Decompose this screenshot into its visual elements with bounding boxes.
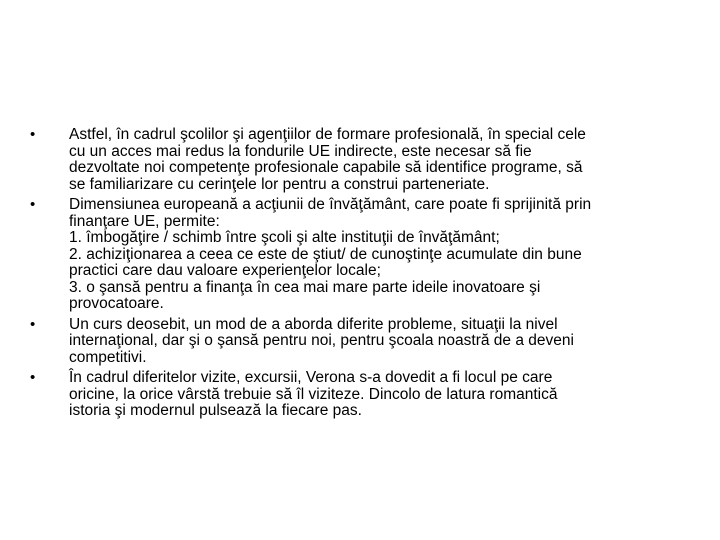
- bullet-text-3: [69, 317, 678, 367]
- bullet-2-line-4: 2. achiziţionarea a ceea ce este de ştiut/ de cunoştinţe acumulate din bune: [69, 245, 582, 263]
- bullet-2-line-1: Dimensiunea europeană a acţiunii de învăţământ, care poate fi sprijinită prin: [69, 196, 592, 213]
- bullet-2-line-2: finanţare UE, permite:: [69, 212, 220, 230]
- bullet-3-line-3: competitivi.: [69, 348, 147, 366]
- bullet-1-line-1: Astfel, în cadrul şcolilor şi agenţiilor de formare profesională, în special cele: [69, 126, 586, 143]
- bullet-item-4: [30, 370, 678, 420]
- bullet-2-line-6: 3. o şansă pentru a finanţa în cea mai mare parte ideile inovatoare şi: [69, 278, 541, 296]
- bullet-1-line-3: dezvoltate noi competenţe profesionale capabile să identifice programe, să: [69, 159, 583, 176]
- bullet-item-1: [30, 127, 678, 193]
- bullet-2-line-3: 1. îmbogăţire / schimb între şcoli şi alte instituţii de învăţământ;: [69, 229, 500, 246]
- bullet-item-2: [30, 197, 678, 313]
- bullet-marker-3: •: [30, 315, 36, 333]
- bullet-marker-1: •: [30, 126, 36, 143]
- bullet-2-line-5: practici care dau valoare experienţelor locale;: [69, 262, 381, 279]
- bullet-3-line-1: Un curs deosebit, un mod de a aborda diferite probleme, situaţii la nivel: [69, 315, 558, 333]
- bullet-item-3: [30, 317, 678, 367]
- bullet-text-4: [69, 370, 678, 420]
- bullet-3-line-2: internaţional, dar şi o şansă pentru noi, pentru şcoala noastră de a deveni: [69, 332, 574, 349]
- bullet-marker-4: •: [30, 369, 36, 386]
- bullet-text-1: [69, 127, 678, 193]
- bullet-4-line-3: istoria şi modernul pulsează la fiecare pas.: [69, 402, 362, 419]
- bullet-list: [30, 127, 678, 424]
- bullet-2-line-7: provocatoare.: [69, 295, 164, 312]
- bullet-4-line-2: oricine, la orice vârstă trebuie să îl viziteze. Dincolo de latura romantică: [69, 385, 558, 403]
- bullet-1-line-4: se familiarizare cu cerinţele lor pentru a construi parteneriate.: [69, 175, 490, 193]
- bullet-text-2: [69, 197, 678, 313]
- bullet-1-line-2: cu un acces mai redus la fondurile UE indirecte, este necesar să fie: [69, 142, 532, 160]
- bullet-4-line-1: În cadrul diferitelor vizite, excursii, Verona s-a dovedit a fi locul pe care: [69, 369, 553, 386]
- bullet-marker-2: •: [30, 196, 36, 213]
